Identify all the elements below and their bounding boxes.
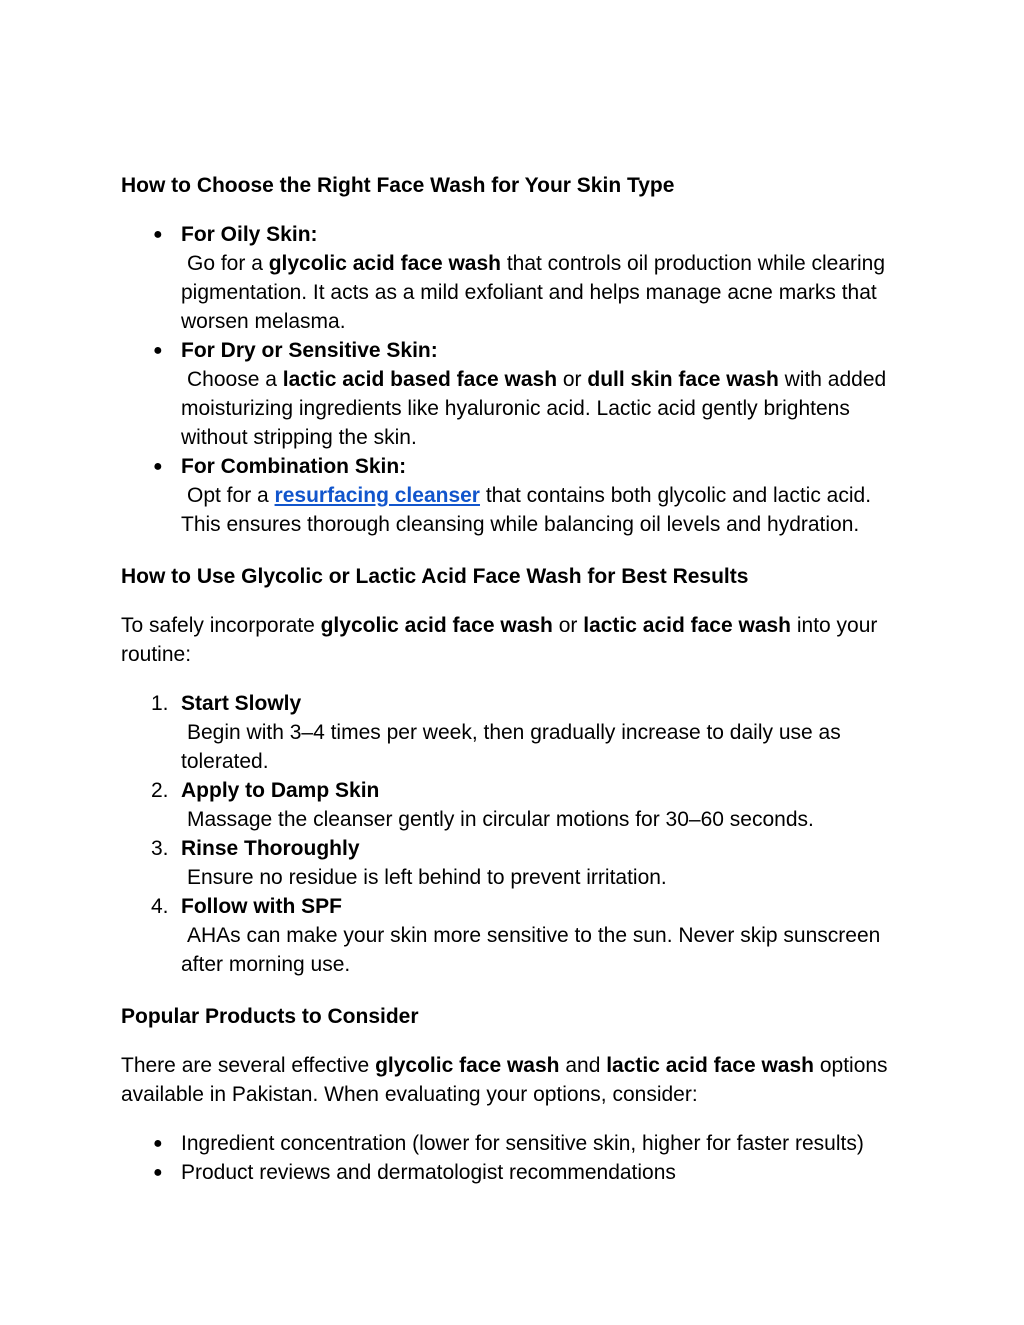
item-body: Choose a lactic acid based face wash or dull skin face wash with added moisturizing ingredients like hyaluronic acid. Lactic acid gently brightens without stripping the skin. xyxy=(181,368,887,449)
list-item xyxy=(121,1158,911,1187)
step-item xyxy=(121,776,911,834)
item-body: Go for a glycolic acid face wash that controls oil production while clearing pigmentation. It acts as a mild exfoliant and helps manage acne marks that worsen melasma. xyxy=(181,252,886,333)
step-number: 3. xyxy=(151,837,169,860)
item-heading: For Oily Skin: xyxy=(181,223,318,246)
section-heading-popular-products: Popular Products to Consider xyxy=(121,1005,419,1028)
item-heading: For Combination Skin: xyxy=(181,455,407,478)
list-item-text: Product reviews and dermatologist recommendations xyxy=(181,1161,676,1184)
skin-type-list xyxy=(121,220,911,539)
step-heading: Follow with SPF xyxy=(181,895,342,918)
bullet-icon: ● xyxy=(153,226,163,243)
item-body: Opt for a resurfacing cleanser that contains both glycolic and lactic acid. This ensures thorough cleansing while balancing oil levels and hydration. xyxy=(181,484,872,536)
step-number: 2. xyxy=(151,779,169,802)
item-heading: For Dry or Sensitive Skin: xyxy=(181,339,438,362)
section-intro-paragraph: To safely incorporate glycolic acid face wash or lactic acid face wash into your routine: xyxy=(121,614,878,666)
step-body: Ensure no residue is left behind to prevent irritation. xyxy=(187,866,667,889)
step-number: 4. xyxy=(151,895,169,918)
list-item-oily-skin xyxy=(121,220,911,336)
bullet-icon: ● xyxy=(153,342,163,359)
section-heading-choose: How to Choose the Right Face Wash for Your Skin Type xyxy=(121,174,675,197)
bullet-icon: ● xyxy=(153,1135,163,1152)
step-number: 1. xyxy=(151,692,169,715)
bullet-icon: ● xyxy=(153,458,163,475)
step-item xyxy=(121,834,911,892)
bullet-icon: ● xyxy=(153,1164,163,1181)
document-page xyxy=(121,171,911,1187)
step-heading: Start Slowly xyxy=(181,692,302,715)
section-heading-how-to-use: How to Use Glycolic or Lactic Acid Face Wash for Best Results xyxy=(121,565,749,588)
considerations-list xyxy=(121,1129,911,1187)
step-body: Massage the cleanser gently in circular motions for 30–60 seconds. xyxy=(187,808,814,831)
resurfacing-cleanser-link[interactable]: resurfacing cleanser xyxy=(274,484,480,507)
steps-list xyxy=(121,689,911,979)
step-body: Begin with 3–4 times per week, then gradually increase to daily use as tolerated. xyxy=(181,721,841,773)
list-item-dry-skin xyxy=(121,336,911,452)
list-item-combination-skin xyxy=(121,452,911,539)
step-heading: Apply to Damp Skin xyxy=(181,779,380,802)
list-item-text: Ingredient concentration (lower for sensitive skin, higher for faster results) xyxy=(181,1132,864,1155)
step-body: AHAs can make your skin more sensitive to the sun. Never skip sunscreen after morning use. xyxy=(181,924,881,976)
step-heading: Rinse Thoroughly xyxy=(181,837,360,860)
step-item xyxy=(121,892,911,979)
section-intro-paragraph: There are several effective glycolic face wash and lactic acid face wash options available in Pakistan. When evaluating your options, consider: xyxy=(121,1054,888,1106)
list-item xyxy=(121,1129,911,1158)
step-item xyxy=(121,689,911,776)
